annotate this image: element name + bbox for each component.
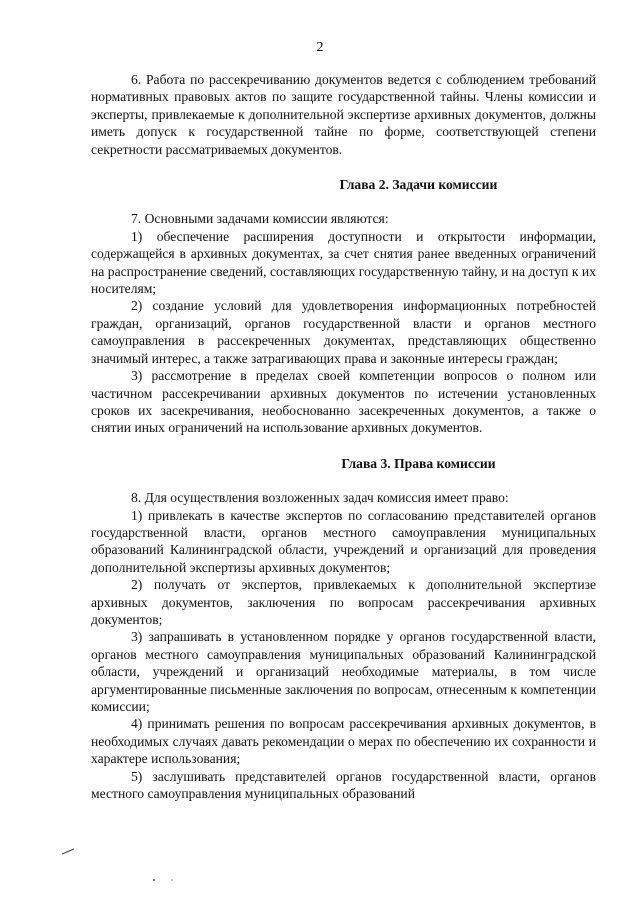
page-number: 2: [316, 40, 324, 55]
paragraph-7-item-1: 1) обеспечение расширения доступности и открытости информации, содержащейся в архивных документах, за счет снятия ранее введенных ограничений на распространение сведений, составляющих государственную тайну, и на доступ к их носителям;: [91, 228, 596, 297]
paragraph-7-item-3: 3) рассмотрение в пределах своей компетенции вопросов о полном или частичном рассекречивании архивных документов по истечении установленных сроков их засекречивания, необоснованно засекреченных документов, а также о снятии иных ограничений на использование архивных документов.: [91, 368, 596, 436]
paragraph-7-item-2: 2) создание условий для удовлетворения информационных потребностей граждан, организаций, органов государственной власти и органов местного самоуправления в рассекреченных документах, представляющих общественно значимый интерес, а также затрагивающих права и законные интересы граждан;: [91, 298, 596, 366]
chapter-2-heading: Глава 2. Задачи комиссии: [339, 177, 498, 193]
paragraph-8-item-2: 2) получать от экспертов, привлекаемых к дополнительной экспертизе архивных документов, заключения по вопросам рассекречивания архивных документов;: [91, 577, 596, 627]
paragraph-8: 8. Для осуществления возложенных задач комиссия имеет право:: [131, 490, 509, 506]
scan-artifact-dot: [150, 876, 180, 884]
paragraph-8-item-4: 4) принимать решения по вопросам рассекречивания архивных документов, в необходимых случаях давать рекомендации о мерах по обеспечению их сохранности и характере использования;: [91, 716, 596, 767]
chapter-3-heading: Глава 3. Права комиссии: [341, 455, 496, 471]
paragraph-7: 7. Основными задачами комиссии являются:: [131, 211, 389, 227]
paragraph-8-item-5: 5) заслушивать представителей органов государственной власти, органов местного самоуправления муниципальных образований: [91, 768, 596, 802]
paragraph-8-item-3: 3) запрашивать в установленном порядке у органов государственной власти, органов местного самоуправления муниципальных образований Калининградской области, учреждений и организаций необходимые материалы, в том числе аргументированные письменные заключения по вопросам, отнесенным к компетенции комиссии;: [91, 629, 596, 714]
document-body: [91, 71, 596, 802]
paragraph-8-item-1: 1) привлекать в качестве экспертов по согласованию представителей органов государственной власти, органов местного самоуправления муниципальных образований Калининградской области, учреждений и организаций для проведения дополнительной экспертизы архивных документов;: [91, 507, 596, 575]
paragraph-6: 6. Работа по рассекречиванию документов ведется с соблюдением требований нормативных правовых актов по защите государственной тайны. Члены комиссии и эксперты, привлекаемые к дополнительной экспертизе архивных документов, должны иметь допуск к государственной тайне по форме, соответствующей степени секретности рассматриваемых документов.: [91, 72, 596, 157]
scan-artifact-mark: [60, 846, 80, 856]
